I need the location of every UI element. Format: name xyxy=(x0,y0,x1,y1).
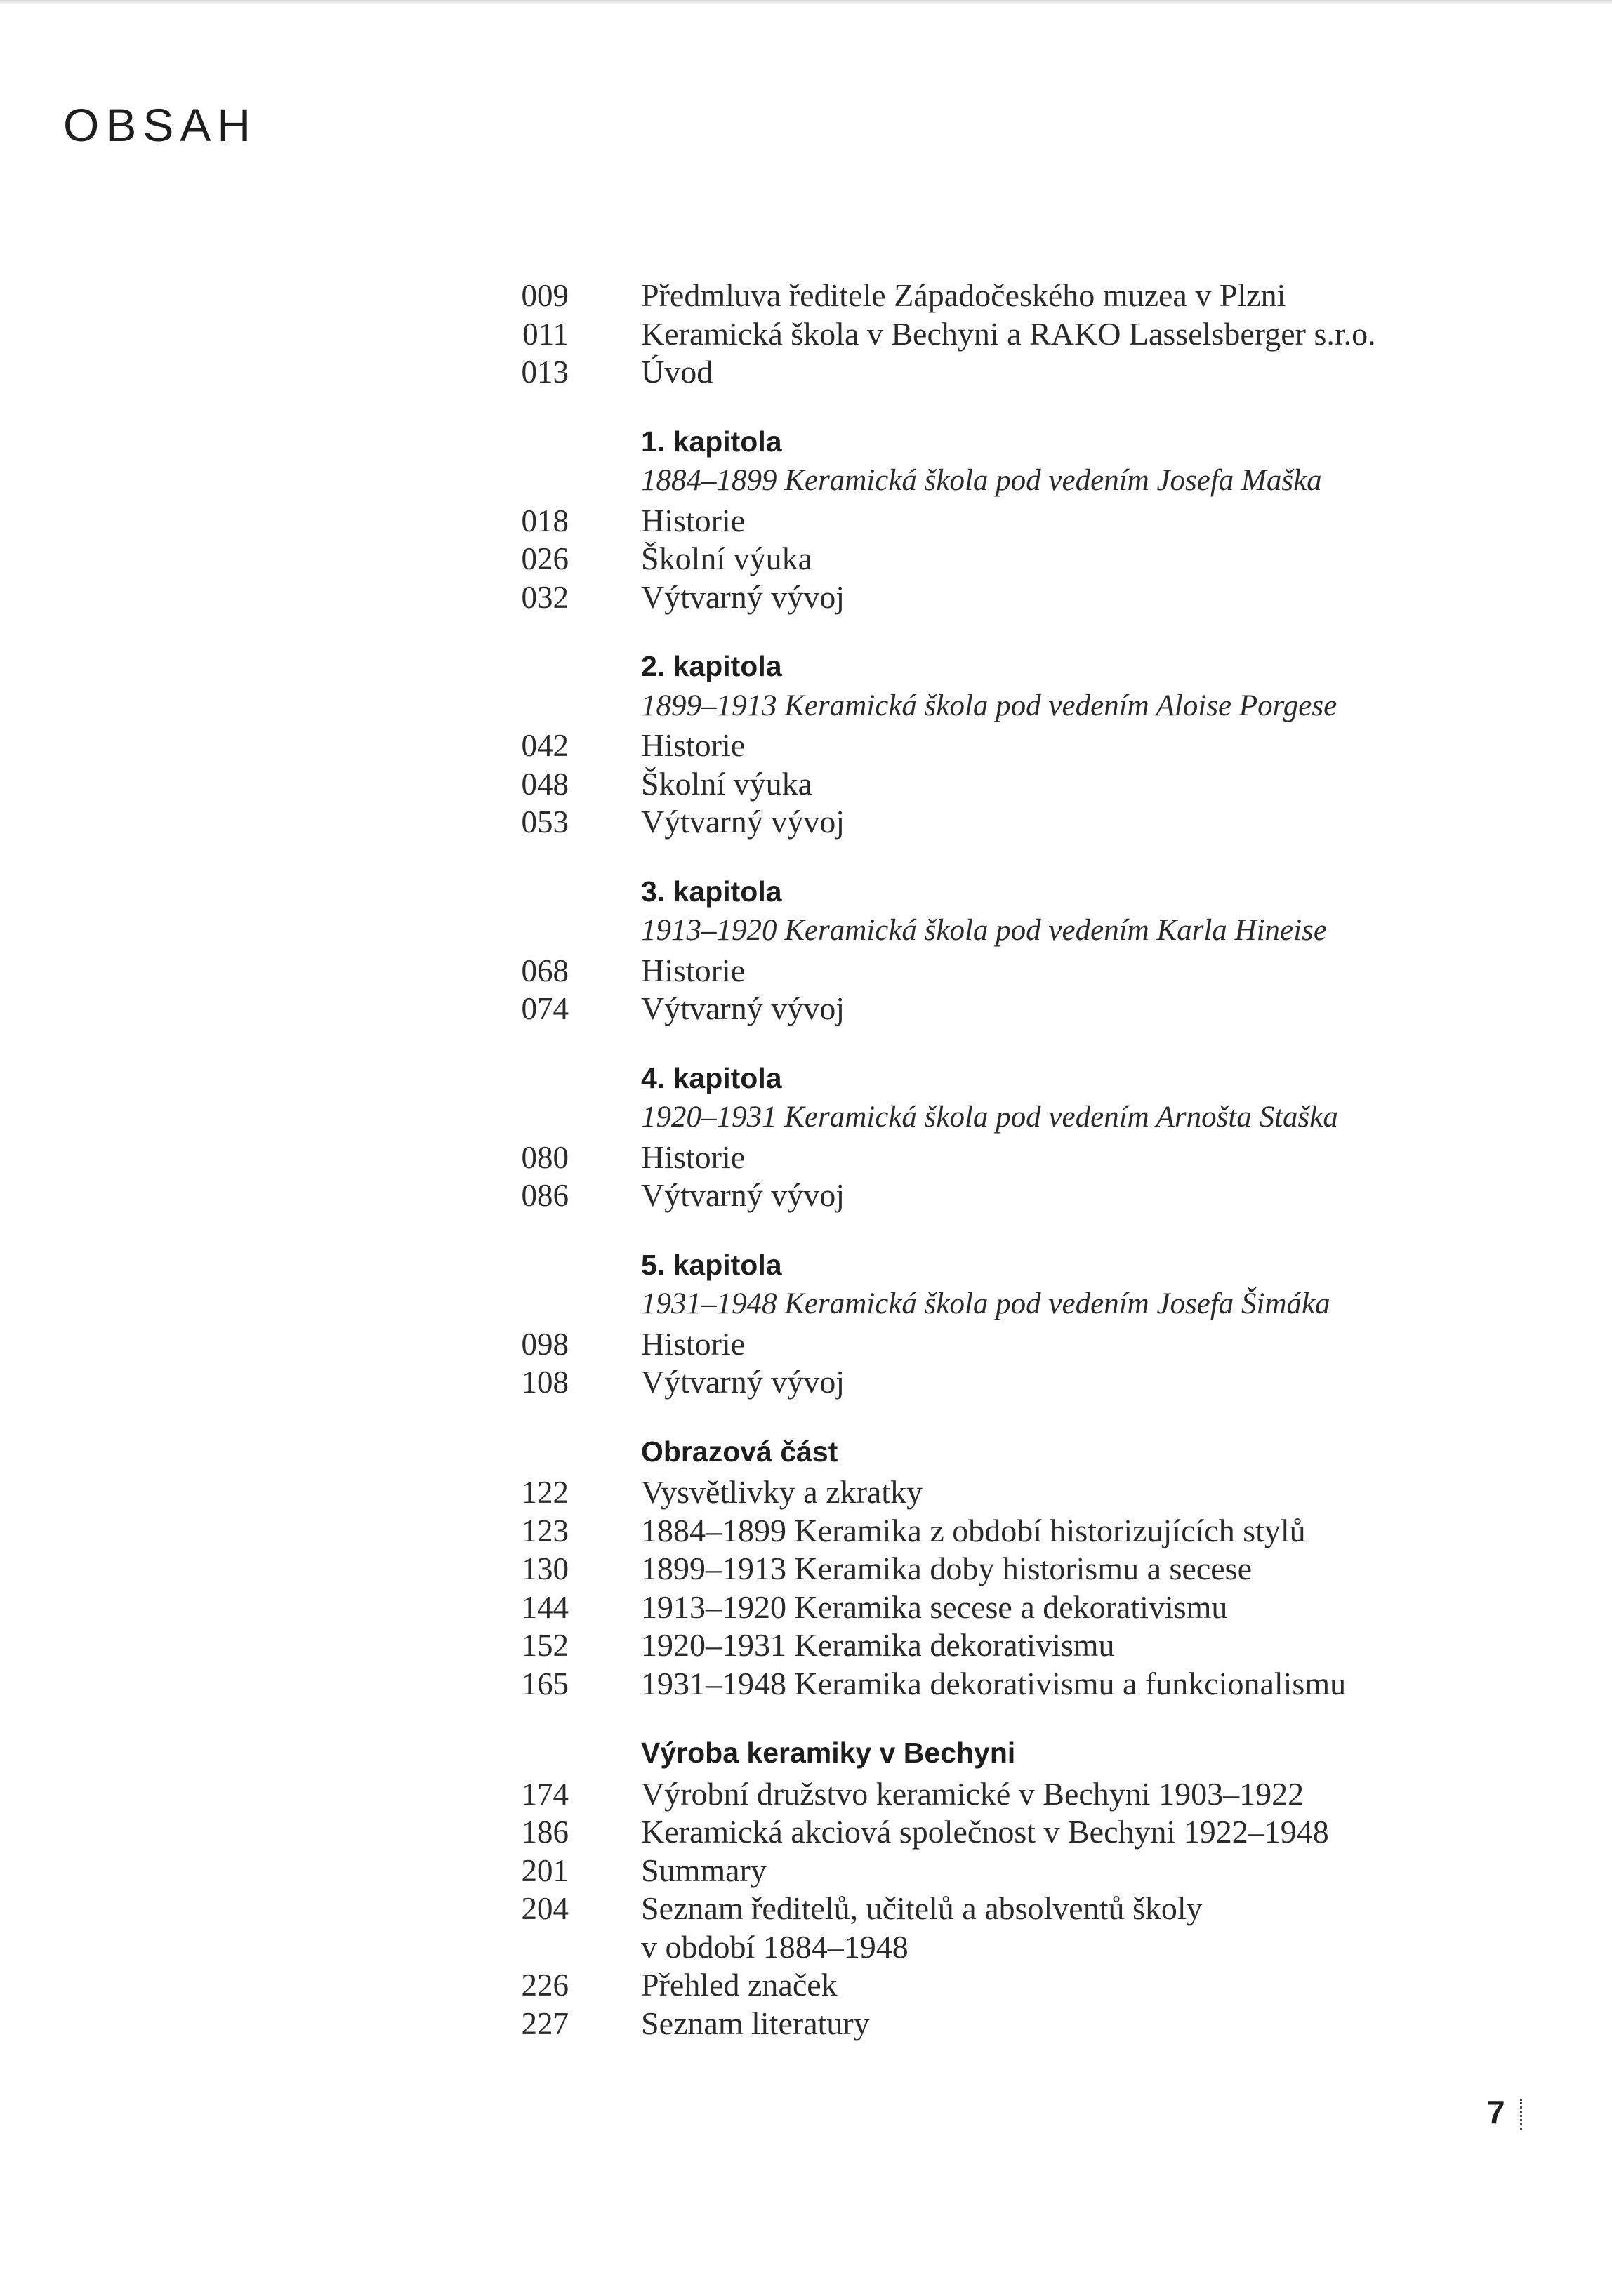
section-subtitle-row xyxy=(491,913,1474,952)
toc-section xyxy=(491,277,1474,392)
page-ref: 165 xyxy=(521,1666,569,1701)
entry-title: 1913–1920 Keramika secese a dekorativismu xyxy=(641,1588,1228,1625)
toc-entry xyxy=(491,1176,1474,1215)
chapter-heading: 5. kapitola xyxy=(641,1248,782,1281)
entry-title: 1884–1899 Keramika z období historizujících stylů xyxy=(641,1512,1306,1548)
chapter-heading: 3. kapitola xyxy=(641,875,782,908)
page-number-marker xyxy=(1520,2099,1524,2130)
page-ref: 080 xyxy=(521,1139,569,1175)
section-heading-row xyxy=(491,425,1474,464)
toc-entry xyxy=(491,1550,1474,1588)
page-ref: 201 xyxy=(521,1852,569,1888)
chapter-heading: Obrazová část xyxy=(641,1435,838,1468)
entry-title: Historie xyxy=(641,1139,746,1175)
page-ref: 122 xyxy=(521,1475,569,1510)
toc-entry xyxy=(491,540,1474,578)
chapter-heading: Výroba keramiky v Bechyni xyxy=(641,1737,1016,1769)
chapter-subtitle: 1931–1948 Keramická škola pod vedením Josefa Šimáka xyxy=(641,1287,1330,1320)
toc-entry xyxy=(491,1588,1474,1627)
toc-section xyxy=(491,1737,1474,2043)
page-ref: 048 xyxy=(521,766,569,802)
toc-entry xyxy=(491,1890,1474,1928)
toc-entry xyxy=(491,578,1474,617)
toc-entry xyxy=(491,1512,1474,1551)
entry-title: Výtvarný vývoj xyxy=(641,1177,845,1213)
entry-title: Vysvětlivky a zkratky xyxy=(641,1474,923,1510)
toc-entry xyxy=(491,315,1474,354)
section-heading-row xyxy=(491,875,1474,914)
toc-entry xyxy=(491,765,1474,804)
entry-title: Předmluva ředitele Západočeského muzea v Plzni xyxy=(641,277,1286,313)
page-ref: 013 xyxy=(521,354,569,390)
entry-title: 1899–1913 Keramika doby historismu a secese xyxy=(641,1551,1252,1586)
entry-title: Školní výuka xyxy=(641,540,813,576)
chapter-subtitle: 1920–1931 Keramická škola pod vedením Arnošta Staška xyxy=(641,1101,1338,1134)
toc-section xyxy=(491,650,1474,842)
page-ref: 226 xyxy=(521,1967,569,2003)
toc-entry xyxy=(491,353,1474,392)
chapter-heading: 4. kapitola xyxy=(641,1061,782,1094)
page-ref: 009 xyxy=(521,278,569,313)
page-ref: 086 xyxy=(521,1178,569,1213)
toc-section xyxy=(491,1435,1474,1704)
toc-entry xyxy=(491,952,1474,990)
entry-title: Výtvarný vývoj xyxy=(641,1364,845,1400)
toc-entry xyxy=(491,1928,1474,1967)
page-ref: 074 xyxy=(521,991,569,1026)
page-ref: 227 xyxy=(521,2005,569,2041)
entry-title: Keramická škola v Bechyni a RAKO Lasselsberger s.r.o. xyxy=(641,315,1376,352)
toc-entry xyxy=(491,1473,1474,1512)
chapter-subtitle: 1913–1920 Keramická škola pod vedením Karla Hineise xyxy=(641,914,1327,947)
page-ref: 068 xyxy=(521,953,569,988)
section-subtitle-row xyxy=(491,689,1474,727)
entry-title: Přehled značek xyxy=(641,1967,838,2003)
entry-title: Výtvarný vývoj xyxy=(641,804,845,840)
page-ref: 152 xyxy=(521,1628,569,1663)
toc-entry xyxy=(491,1775,1474,1814)
page-ref: 204 xyxy=(521,1891,569,1926)
toc-entry xyxy=(491,1363,1474,1402)
page-ref: 108 xyxy=(521,1365,569,1400)
entry-title: Výtvarný vývoj xyxy=(641,990,845,1026)
page-ref: 032 xyxy=(521,579,569,615)
toc-entry xyxy=(491,990,1474,1028)
entry-title: 1920–1931 Keramika dekorativismu xyxy=(641,1627,1115,1663)
entry-title: Výtvarný vývoj xyxy=(641,578,845,615)
section-subtitle-row xyxy=(491,1287,1474,1325)
toc-section xyxy=(491,425,1474,617)
section-subtitle-row xyxy=(491,1100,1474,1139)
page-ref: 053 xyxy=(521,804,569,840)
entry-title: Historie xyxy=(641,502,746,538)
chapter-subtitle: 1884–1899 Keramická škola pod vedením Josefa Maška xyxy=(641,464,1322,497)
section-heading-row xyxy=(491,1249,1474,1287)
chapter-subtitle: 1899–1913 Keramická škola pod vedením Aloise Porgese xyxy=(641,689,1337,722)
page-ref: 186 xyxy=(521,1814,569,1850)
toc-entry xyxy=(491,1852,1474,1890)
entry-title: Úvod xyxy=(641,354,713,390)
entry-title: Summary xyxy=(641,1852,767,1888)
section-heading-row xyxy=(491,1737,1474,1775)
page-ref: 018 xyxy=(521,503,569,538)
toc-entry xyxy=(491,1966,1474,2005)
page-ref: 123 xyxy=(521,1513,569,1548)
page-title: OBSAH xyxy=(63,99,258,151)
toc-entry xyxy=(491,1626,1474,1665)
chapter-heading: 1. kapitola xyxy=(641,425,782,458)
chapter-heading: 2. kapitola xyxy=(641,650,782,682)
page-number: 7 xyxy=(1487,2094,1505,2130)
page-ref: 098 xyxy=(521,1326,569,1362)
table-of-contents xyxy=(491,277,1474,2076)
entry-title: Historie xyxy=(641,952,746,988)
section-heading-row xyxy=(491,1062,1474,1101)
section-subtitle-row xyxy=(491,463,1474,502)
page-ref: 042 xyxy=(521,728,569,763)
page-ref: 174 xyxy=(521,1776,569,1812)
entry-title: Školní výuka xyxy=(641,765,813,802)
scan-top-edge xyxy=(0,0,1612,4)
entry-title: 1931–1948 Keramika dekorativismu a funkcionalismu xyxy=(641,1665,1347,1701)
entry-title: Výrobní družstvo keramické v Bechyni 1903–1922 xyxy=(641,1775,1304,1812)
toc-entry xyxy=(491,1325,1474,1364)
toc-entry xyxy=(491,502,1474,540)
page-ref: 130 xyxy=(521,1551,569,1586)
toc-entry xyxy=(491,726,1474,765)
section-heading-row xyxy=(491,650,1474,689)
section-heading-row xyxy=(491,1435,1474,1474)
toc-section xyxy=(491,1062,1474,1215)
toc-entry xyxy=(491,2005,1474,2043)
toc-entry xyxy=(491,803,1474,842)
toc-entry xyxy=(491,1665,1474,1704)
toc-section xyxy=(491,1249,1474,1402)
entry-title: Seznam literatury xyxy=(641,2005,870,2041)
entry-title: Historie xyxy=(641,1325,746,1362)
toc-entry xyxy=(491,1813,1474,1852)
toc-entry xyxy=(491,1139,1474,1177)
entry-title: v období 1884–1948 xyxy=(641,1928,909,1965)
entry-title: Seznam ředitelů, učitelů a absolventů školy xyxy=(641,1890,1203,1926)
page-ref: 144 xyxy=(521,1589,569,1625)
entry-title: Keramická akciová společnost v Bechyni 1922–1948 xyxy=(641,1814,1329,1850)
toc-section xyxy=(491,875,1474,1028)
entry-title: Historie xyxy=(641,727,746,763)
page-ref: 011 xyxy=(522,316,569,352)
toc-entry xyxy=(491,277,1474,315)
page-ref: 026 xyxy=(521,541,569,576)
